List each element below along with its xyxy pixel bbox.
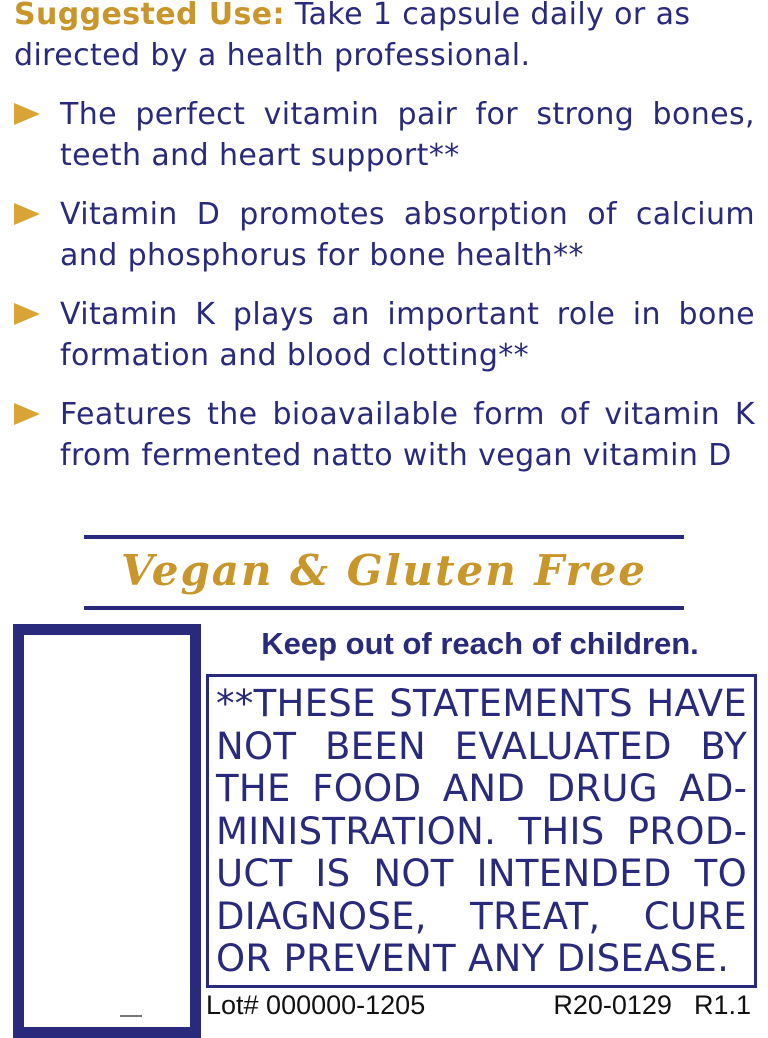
divider-bottom: [84, 606, 684, 610]
lot-number: Lot# 000000-1205: [206, 990, 426, 1020]
barcode-area: [13, 624, 201, 1038]
footer: [206, 988, 751, 1022]
benefit-item: [10, 394, 755, 476]
benefit-item: [10, 294, 755, 376]
benefit-item: [10, 194, 755, 276]
triangle-bullet-icon: [14, 303, 40, 325]
fda-disclaimer: **THESE STATEMENTS HAVE NOT BEEN EVALUATED BY THE FOOD AND DRUG ADMINISTRATION. THIS PRODUCT IS NOT INTENDED TO DIAGNOSE, TREAT, CURE OR PREVENT ANY DISEASE.: [206, 674, 757, 988]
benefit-text: Vitamin K plays an important role in bone formation and blood clotting**: [60, 297, 755, 373]
revision-code: R1.1: [693, 990, 751, 1020]
divider-top: [84, 535, 684, 539]
triangle-bullet-icon: [14, 203, 40, 225]
suggested-use-text: Take 1 capsule daily or as directed by a health professional.: [14, 0, 691, 73]
benefit-list: [10, 94, 755, 494]
benefit-text: The perfect vitamin pair for strong bones, teeth and heart support**: [60, 97, 755, 173]
vegan-banner: Vegan & Gluten Free: [120, 546, 648, 595]
triangle-bullet-icon: [14, 103, 40, 125]
benefit-text: Features the bioavailable form of vitamin K from fermented natto with vegan vitamin D: [60, 397, 755, 473]
triangle-bullet-icon: [14, 403, 40, 425]
barcode-mark: [120, 1015, 142, 1017]
benefit-item: [10, 94, 755, 176]
keep-out-warning: Keep out of reach of children.: [261, 626, 699, 661]
footer-codes: [553, 988, 751, 1022]
product-code: R20-0129: [553, 990, 672, 1020]
benefit-text: Vitamin D promotes absorption of calcium and phosphorus for bone health**: [60, 197, 755, 273]
suggested-use-label: Suggested Use:: [14, 0, 285, 32]
suggested-use: [14, 0, 759, 76]
